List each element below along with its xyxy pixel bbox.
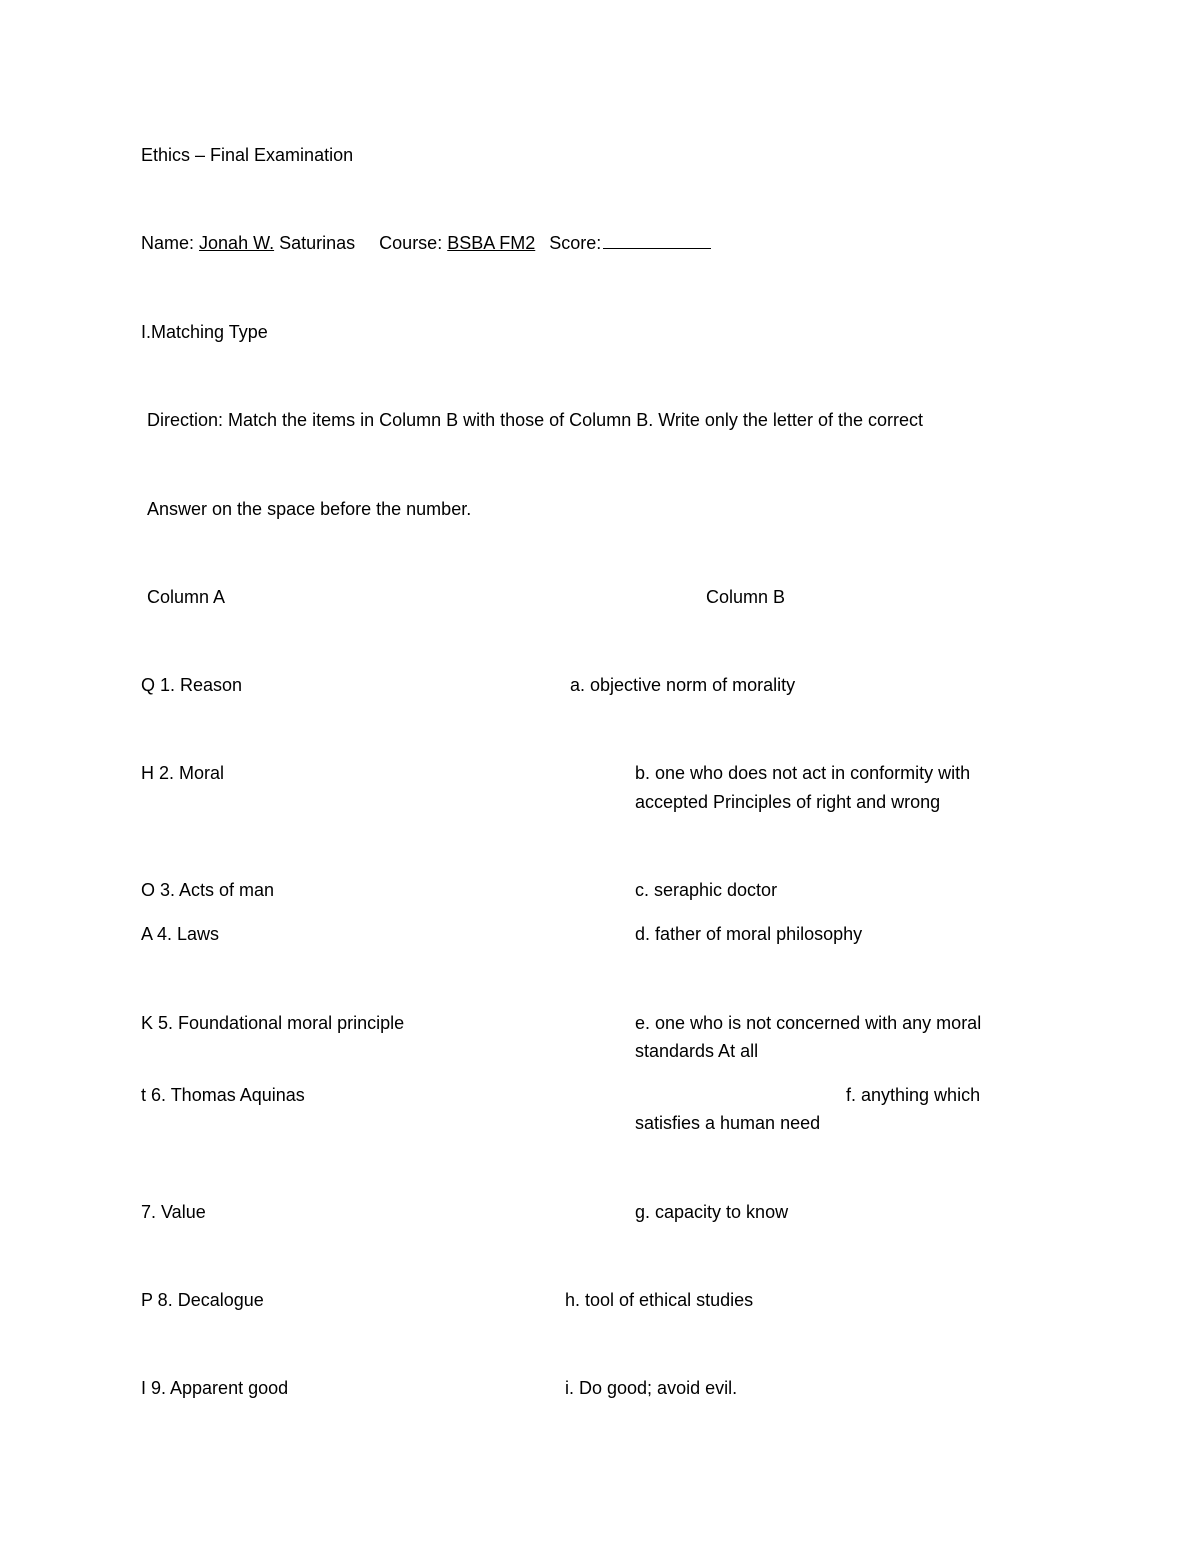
column-a-item-2: H 2. Moral	[141, 763, 225, 783]
column-b-item-c: c. seraphic doctor	[635, 880, 778, 900]
student-first-name: Jonah W.	[199, 233, 275, 253]
column-a-item-3: O 3. Acts of man	[141, 880, 275, 900]
name-label: Name:	[141, 233, 195, 253]
column-b-item-a: a. objective norm of morality	[570, 675, 796, 695]
course-value: BSBA FM2	[447, 233, 536, 253]
column-b-item-f-line1: f. anything which	[846, 1085, 981, 1105]
section-title: I.Matching Type	[141, 322, 268, 342]
column-b-item-e-line1: e. one who is not concerned with any moral	[635, 1013, 982, 1033]
column-a-item-7: 7. Value	[141, 1202, 206, 1222]
student-info-line	[141, 232, 711, 254]
score-blank	[603, 232, 711, 249]
column-a-item-1: Q 1. Reason	[141, 675, 243, 695]
column-a-header: Column A	[147, 587, 226, 607]
column-b-item-f-line2: satisfies a human need	[635, 1113, 821, 1133]
column-b-header: Column B	[706, 587, 786, 607]
exam-title: Ethics – Final Examination	[141, 145, 354, 165]
column-a-item-9: I 9. Apparent good	[141, 1378, 289, 1398]
column-a-item-4: A 4. Laws	[141, 924, 220, 944]
column-b-item-d: d. father of moral philosophy	[635, 924, 863, 944]
column-a-item-5: K 5. Foundational moral principle	[141, 1013, 405, 1033]
column-b-item-b-line1: b. one who does not act in conformity with	[635, 763, 971, 783]
direction-line-1: Direction: Match the items in Column B with those of Column B. Write only the letter of the correct	[147, 410, 923, 430]
column-b-item-g: g. capacity to know	[635, 1202, 789, 1222]
column-a-item-8: P 8. Decalogue	[141, 1290, 264, 1310]
column-b-item-e-line2: standards At all	[635, 1041, 759, 1061]
column-b-item-b-line2: accepted Principles of right and wrong	[635, 792, 941, 812]
direction-line-2: Answer on the space before the number.	[147, 499, 472, 519]
column-b-item-h: h. tool of ethical studies	[565, 1290, 754, 1310]
score-label: Score:	[549, 233, 602, 253]
course-label: Course:	[379, 233, 443, 253]
student-last-name: Saturinas	[279, 233, 356, 253]
column-b-item-i: i. Do good; avoid evil.	[565, 1378, 738, 1398]
column-a-item-6: t 6. Thomas Aquinas	[141, 1085, 305, 1105]
